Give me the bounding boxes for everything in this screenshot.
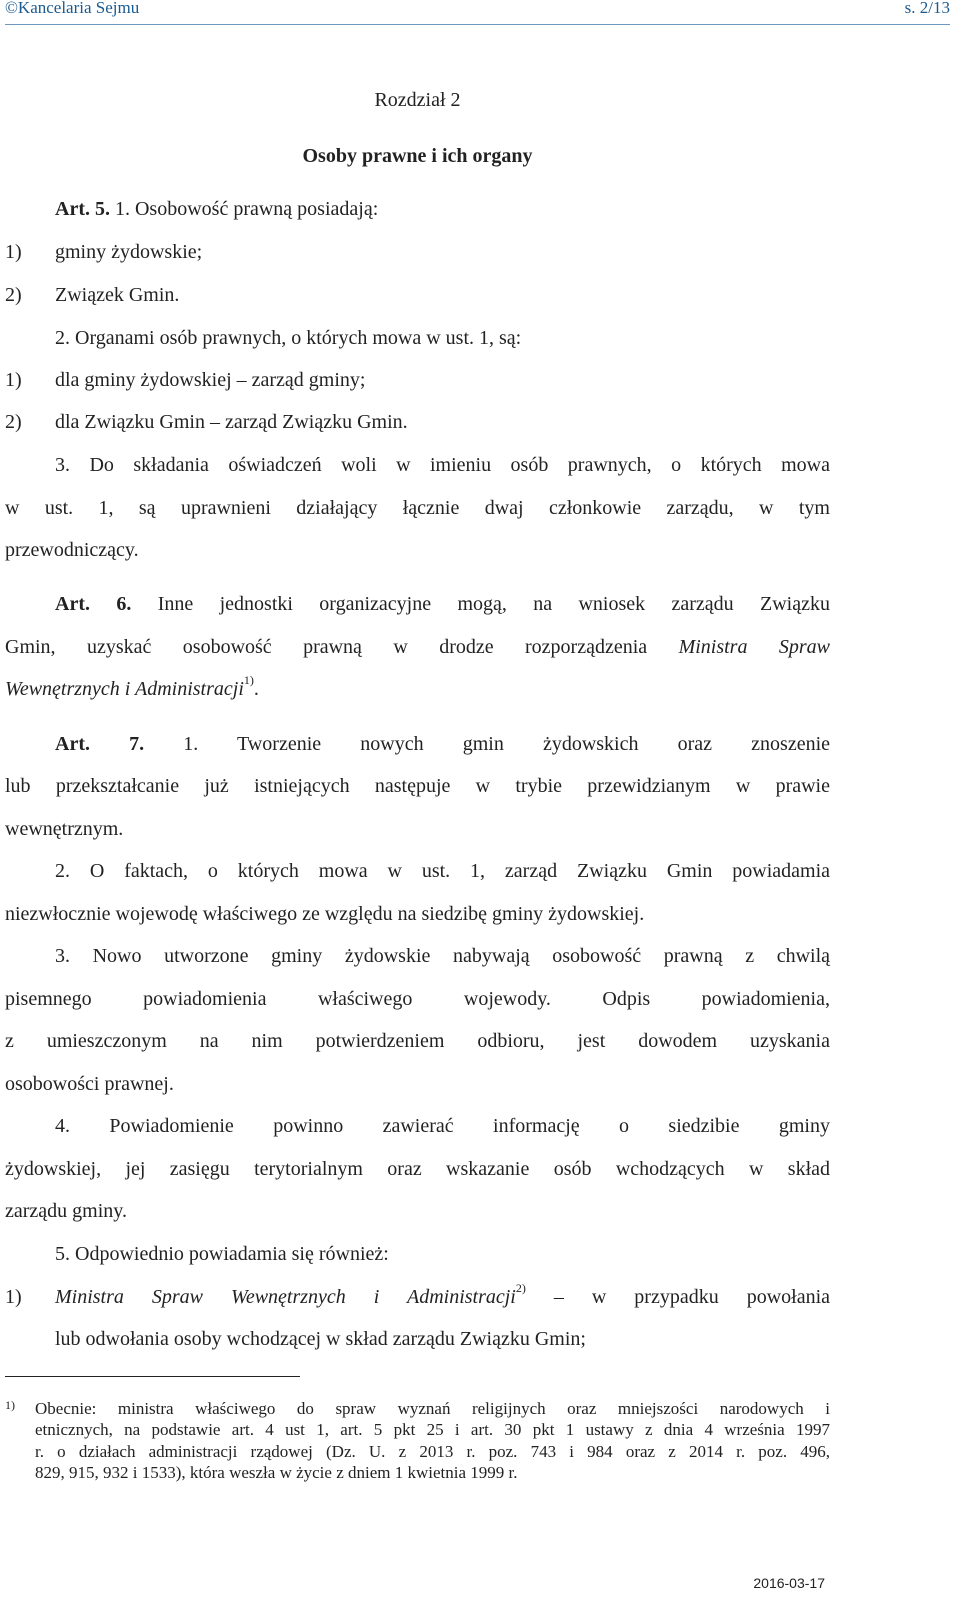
page-number: s. 2/13 — [904, 0, 950, 17]
list-item — [5, 240, 830, 264]
art5-para3-line2: w ust. 1, są uprawnieni działający łącznie dwaj członkowie zarządu, w tym — [5, 497, 830, 519]
art6-text: Inne jednostki organizacyjne mogą, na wniosek zarządu Związku — [157, 593, 830, 615]
art5-para3-line1: 3. Do składania oświadczeń woli w imieniu osób prawnych, o których mowa — [55, 454, 830, 476]
art7-para3-line2: pisemnego powiadomienia właściwego wojewody. Odpis powiadomienia, — [5, 988, 830, 1010]
list-item-number: 1) — [5, 241, 22, 263]
art5-label: Art. 5. — [55, 198, 110, 220]
art5-para1 — [5, 197, 830, 221]
art7-para5-item — [5, 1281, 830, 1309]
footnote — [5, 1398, 830, 1483]
minister-name: Ministra Spraw — [678, 636, 830, 658]
list-item-number: 1) — [5, 1286, 22, 1308]
footnote-line: Obecnie: ministra właściwego do spraw wyznań religijnych oraz mniejszości narodowych i — [35, 1399, 830, 1418]
list-item-text: Związek Gmin. — [55, 284, 180, 306]
art7-para3-line3: z umieszczonym na nim potwierdzeniem odbioru, jest dowodem uzyskania — [5, 1030, 830, 1052]
art7-para3-line4: osobowości prawnej. — [5, 1073, 174, 1095]
chapter-subtitle: Osoby prawne i ich organy — [302, 145, 533, 167]
art7-para5-line1: 5. Odpowiednio powiadamia się również: — [55, 1243, 389, 1265]
list-item-text: dla Związku Gmin – zarząd Związku Gmin. — [55, 411, 408, 433]
publisher-label: ©Kancelaria Sejmu — [5, 0, 140, 17]
art6-text: Gmin, uzyskać osobowość prawną w drodze rozporządzenia — [5, 636, 648, 658]
art7-para5-item-line2: lub odwołania osoby wchodzącej w skład zarządu Związku Gmin; — [55, 1328, 586, 1350]
art7-para2-line1: 2. O faktach, o których mowa w ust. 1, zarząd Związku Gmin powiadamia — [55, 860, 830, 882]
list-item — [5, 368, 830, 392]
footnote-ref: 2) — [515, 1281, 526, 1295]
document-date: 2016-03-17 — [753, 1575, 825, 1591]
art7-para4-line2: żydowskiej, jej zasięgu terytorialnym oraz wskazanie osób wchodzących w skład — [5, 1158, 830, 1180]
footnote-line: etnicznych, na podstawie art. 4 ust 1, art. 5 pkt 25 i art. 30 pkt 1 ustawy z dnia 4 września 1997 — [35, 1420, 830, 1440]
art7-para2-line2: niezwłocznie wojewodę właściwego ze względu na siedzibę gminy żydowskiej. — [5, 903, 645, 925]
footnote-ref: 1) — [243, 673, 254, 687]
header-divider — [5, 24, 950, 25]
chapter-title: Rozdział 2 — [374, 89, 461, 111]
list-item — [5, 283, 830, 307]
art7-para4-line1: 4. Powiadomienie powinno zawierać informację o siedzibie gminy — [55, 1115, 830, 1137]
list-item-number: 2) — [5, 411, 22, 433]
footnote-line: r. o działach administracji rządowej (Dz. U. z 2013 r. poz. 743 i 984 oraz z 2014 r. poz. 496, — [35, 1441, 830, 1461]
art5-para2: 2. Organami osób prawnych, o których mowa w ust. 1, są: — [55, 327, 522, 349]
footnote-line: 829, 915, 932 i 1533), która weszła w życie z dniem 1 kwietnia 1999 r. — [35, 1462, 518, 1482]
art6-line2 — [5, 635, 830, 659]
list-item-text: – w przypadku powołania — [553, 1286, 830, 1308]
art6-end: . — [253, 678, 259, 700]
art5-para1-text: 1. Osobowość prawną posiadają: — [114, 198, 379, 220]
list-item-number: 1) — [5, 369, 22, 391]
minister-name: Wewnętrznych i Administracji — [5, 678, 244, 700]
list-item — [5, 410, 830, 434]
list-item-number: 2) — [5, 284, 22, 306]
list-item-text: gminy żydowskie; — [55, 241, 203, 263]
list-item-text: dla gminy żydowskiej – zarząd gminy; — [55, 369, 366, 391]
art7-text: 1. Tworzenie nowych gmin żydowskich oraz znoszenie — [183, 733, 831, 755]
art7-para1-line3: wewnętrznym. — [5, 818, 124, 840]
art7-para1-line1 — [5, 732, 830, 756]
footnote-mark: 1) — [5, 1398, 15, 1412]
art7-para1-line2: lub przekształcanie już istniejących następuje w trybie przewidzianym w prawie — [5, 775, 830, 797]
art5-para3-line3: przewodniczący. — [5, 539, 139, 561]
art6-line3 — [5, 673, 830, 701]
art7-para4-line3: zarządu gminy. — [5, 1200, 127, 1222]
art6-line1 — [5, 592, 830, 616]
art7-label: Art. 7. — [55, 733, 145, 755]
art6-label: Art. 6. — [55, 593, 132, 615]
art7-para3-line1: 3. Nowo utworzone gminy żydowskie nabywają osobowość prawną z chwilą — [55, 945, 830, 967]
footnote-text — [5, 1398, 830, 1483]
page-header — [0, 0, 960, 26]
footnote-divider — [5, 1376, 300, 1377]
minister-name: Ministra Spraw Wewnętrznych i Administracji — [55, 1286, 516, 1308]
